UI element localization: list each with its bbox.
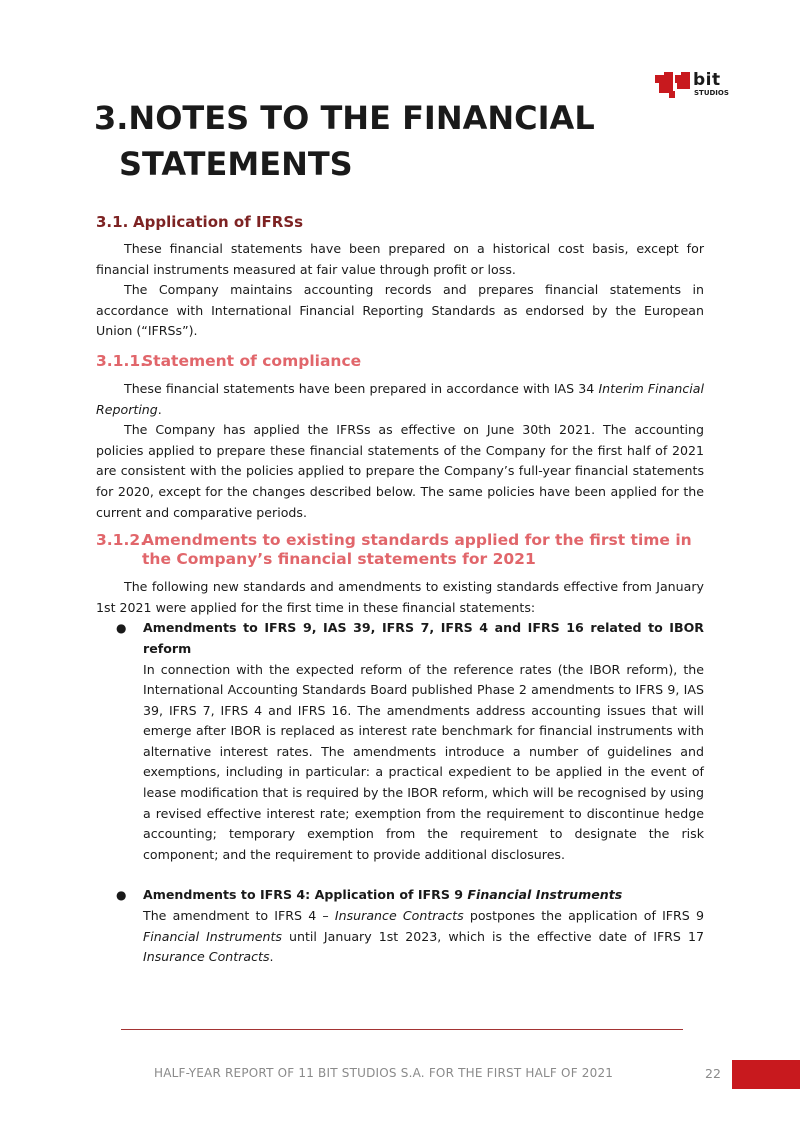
bullet-icon: ●	[116, 621, 127, 636]
footer-text: HALF-YEAR REPORT OF 11 BIT STUDIOS S.A. FOR THE FIRST HALF OF 2021	[154, 1066, 614, 1080]
text-run: Amendments to IFRS 4: Application of IFRS 9	[143, 887, 468, 903]
list-item-body: In connection with the expected reform of the reference rates (the IBOR reform), the International Accounting Standards Board published Phase 2 amendments to IFRS 9, IAS 39, IFRS 7, IFRS 4 and IFRS 16. The amendments address accounting issues that will emerge after IBOR is replaced as interest rate benchmark for financial instruments with alternative interest rates. The amendments introduce a number of guidelines and exemptions, including in particular: a practical expedient to be applied in the event of lease modification that is required by the IBOR reform, which will be recognised by using a revised effective interest rate; exemption from the requirement to discontinue hedge accounting; temporary exemption from the requirement to designate the risk component; and the requirement to provide additional disclosures.	[143, 661, 704, 862]
section-heading-3-1	[96, 212, 704, 232]
footer-accent-bar	[732, 1060, 800, 1089]
list-item-title: Amendments to IFRS 9, IAS 39, IFRS 7, IFRS 4 and IFRS 16 related to IBOR reform	[143, 620, 704, 656]
footer-divider	[121, 1029, 683, 1030]
text-run: The amendment to IFRS 4 –	[143, 908, 335, 924]
bullet-icon: ●	[116, 888, 127, 903]
logo-bit-text: bit	[693, 70, 721, 90]
list-item	[96, 885, 704, 967]
section-heading-3-1-2	[96, 531, 704, 569]
list-item-title	[143, 885, 704, 906]
bullet-list	[96, 618, 704, 968]
page-number: 22	[705, 1066, 721, 1081]
paragraph	[96, 379, 704, 420]
section-number: 3.1.2.	[96, 531, 147, 550]
list-spacer	[96, 865, 704, 885]
section-number: 3.1.	[96, 213, 129, 231]
italic-run: Interim Financial Reporting	[96, 380, 704, 417]
paragraph: The Company has applied the IFRSs as effective on June 30th 2021. The accounting policies applied to prepare these financial statements of the Company for the first half of 2021 are consistent with the policies applied to prepare the Company’s full-year financial statements for 2020, except for the changes described below. The same policies have been applied for the current and comparative periods.	[96, 422, 704, 520]
text-run: postpones the application of IFRS 9	[463, 908, 704, 924]
section-heading-3-1-1	[96, 352, 704, 371]
italic-run: Financial Instruments	[467, 887, 623, 903]
page-title: 3.NOTES TO THE FINANCIAL STATEMENTS	[94, 99, 595, 183]
italic-run: Insurance Contracts	[334, 908, 464, 924]
text-run: .	[269, 949, 274, 965]
italic-run: Financial Instruments	[143, 928, 282, 944]
section-title: Application of IFRSs	[133, 213, 304, 231]
paragraph: The following new standards and amendments to existing standards effective from January 1st 2021 were applied for the first time in these financial statements:	[96, 579, 704, 615]
logo-studios-text: STUDIOS	[694, 89, 729, 97]
section-number: 3.1.1.	[96, 351, 147, 370]
italic-run: Insurance Contracts	[143, 949, 270, 965]
section-title: Statement of compliance	[142, 351, 362, 370]
text-run: These financial statements have been prepared in accordance with IAS 34	[124, 380, 599, 396]
list-item-body	[143, 906, 704, 968]
document-body	[96, 212, 704, 968]
text-run: .	[157, 401, 162, 417]
list-item	[96, 618, 704, 865]
paragraph: These financial statements have been prepared on a historical cost basis, except for financial instruments measured at fair value through profit or loss.	[96, 241, 704, 277]
paragraph: The Company maintains accounting records and prepares financial statements in accordance with International Financial Reporting Standards as endorsed by the European Union (“IFRSs”).	[96, 282, 704, 339]
section-title: Amendments to existing standards applied for the first time in the Company’s financial statements for 2021	[142, 531, 692, 569]
text-run: until January 1st 2023, which is the effective date of IFRS 17	[281, 928, 704, 944]
